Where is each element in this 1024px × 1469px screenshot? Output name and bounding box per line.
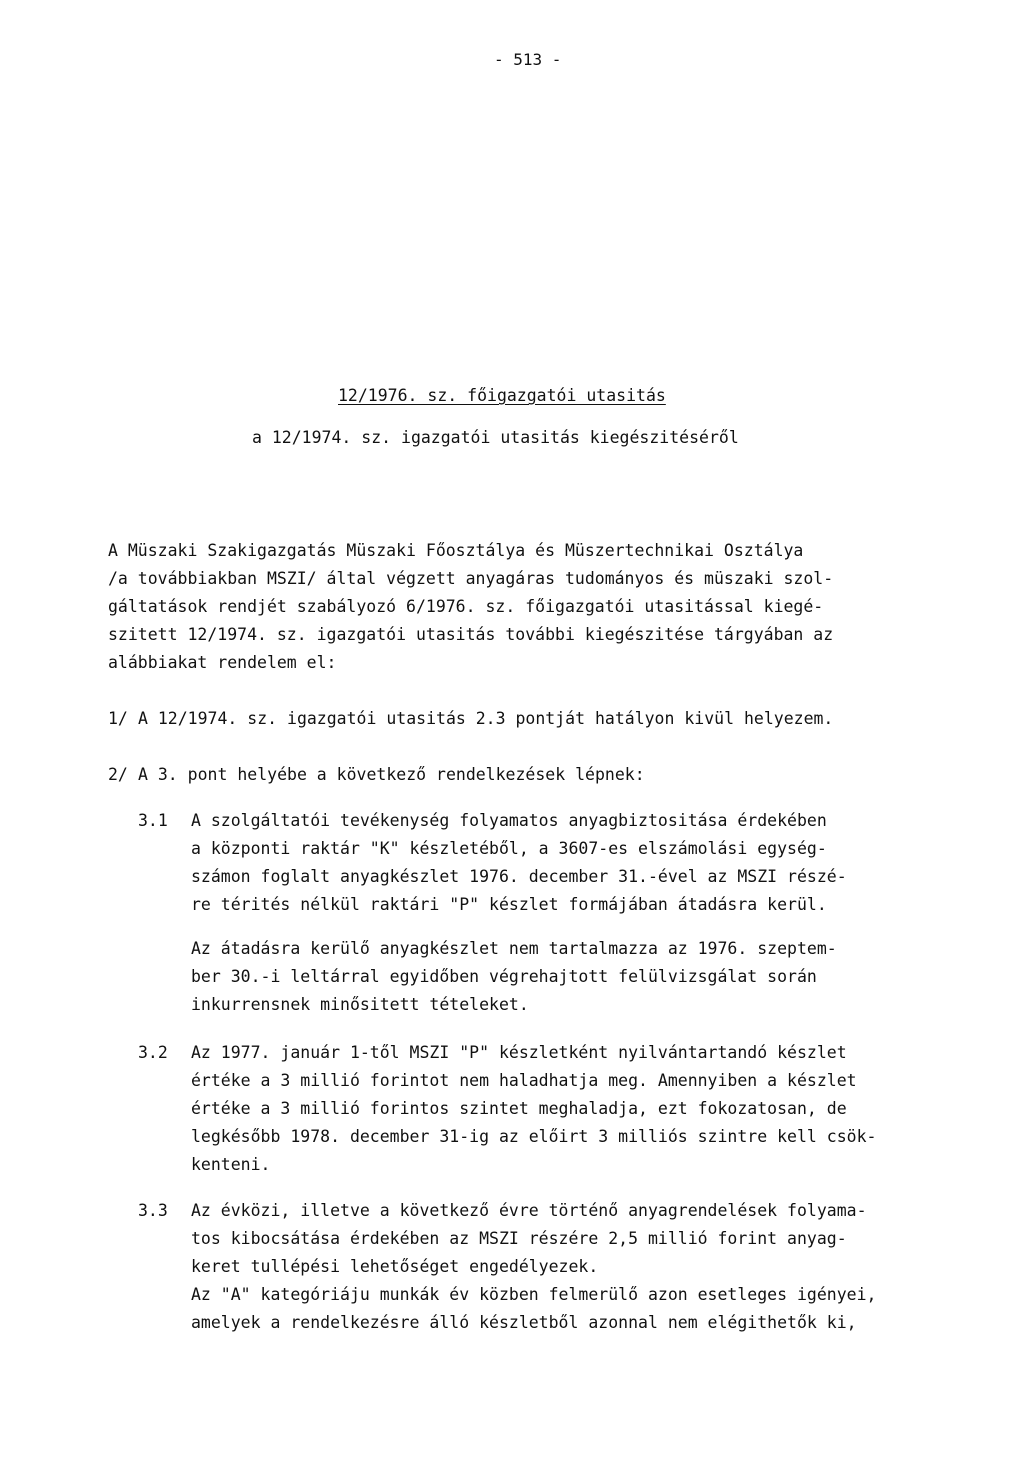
intro-line: alábbiakat rendelem el: xyxy=(108,653,337,672)
section-line: re térités nélkül raktári "P" készlet formájában átadásra kerül. xyxy=(191,895,827,914)
intro-line: szitett 12/1974. sz. igazgatói utasitás további kiegészitése tárgyában az xyxy=(108,625,834,644)
document-subtitle: a 12/1974. sz. igazgatói utasitás kiegészitéséről xyxy=(252,428,739,447)
section-line: legkésőbb 1978. december 31-ig az előirt 3 milliós szintre kell csök- xyxy=(191,1127,877,1146)
section-line: ber 30.-i leltárral egyidőben végrehajtott felülvizsgálat során xyxy=(191,967,817,986)
section-line: keret tullépési lehetőséget engedélyezek. xyxy=(191,1257,599,1276)
document-title: 12/1976. sz. főigazgatói utasitás xyxy=(338,386,666,405)
section-line: inkurrensnek minősitett tételeket. xyxy=(191,995,529,1014)
section-line: Az évközi, illetve a következő évre történő anyagrendelések folyama- xyxy=(191,1201,867,1220)
point-text: A 12/1974. sz. igazgatói utasitás 2.3 pontját hatályon kivül helyezem. xyxy=(138,709,834,728)
section-line: Az átadásra kerülő anyagkészlet nem tartalmazza az 1976. szeptem- xyxy=(191,939,837,958)
section-line: Az 1977. január 1-től MSZI "P" készletként nyilvántartandó készlet xyxy=(191,1043,847,1062)
point-number: 1/ xyxy=(108,709,128,728)
section-line: értéke a 3 millió forintos szintet meghaladja, ezt fokozatosan, de xyxy=(191,1099,847,1118)
section-line: a központi raktár "K" készletéből, a 3607-es elszámolási egység- xyxy=(191,839,827,858)
section-number: 3.1 xyxy=(138,811,168,830)
intro-line: /a továbbiakban MSZI/ által végzett anyagáras tudományos és müszaki szol- xyxy=(108,569,834,588)
page-number: - 513 - xyxy=(494,50,562,69)
section-line: amelyek a rendelkezésre álló készletből azonnal nem elégithetők ki, xyxy=(191,1313,857,1332)
section-line: A szolgáltatói tevékenység folyamatos anyagbiztositása érdekében xyxy=(191,811,827,830)
section-line: értéke a 3 millió forintot nem haladhatja meg. Amennyiben a készlet xyxy=(191,1071,857,1090)
section-number: 3.3 xyxy=(138,1201,168,1220)
point-text: A 3. pont helyébe a következő rendelkezések lépnek: xyxy=(138,765,645,784)
point-number: 2/ xyxy=(108,765,128,784)
intro-line: gáltatások rendjét szabályozó 6/1976. sz. főigazgatói utasitással kiegé- xyxy=(108,597,824,616)
intro-line: A Müszaki Szakigazgatás Müszaki Főosztálya és Müszertechnikai Osztálya xyxy=(108,541,804,560)
section-line: kenteni. xyxy=(191,1155,271,1174)
section-line: Az "A" kategóriáju munkák év közben felmerülő azon esetleges igényei, xyxy=(191,1285,877,1304)
section-number: 3.2 xyxy=(138,1043,168,1062)
section-line: tos kibocsátása érdekében az MSZI részére 2,5 millió forint anyag- xyxy=(191,1229,847,1248)
section-line: számon foglalt anyagkészlet 1976. december 31.-ével az MSZI részé- xyxy=(191,867,847,886)
